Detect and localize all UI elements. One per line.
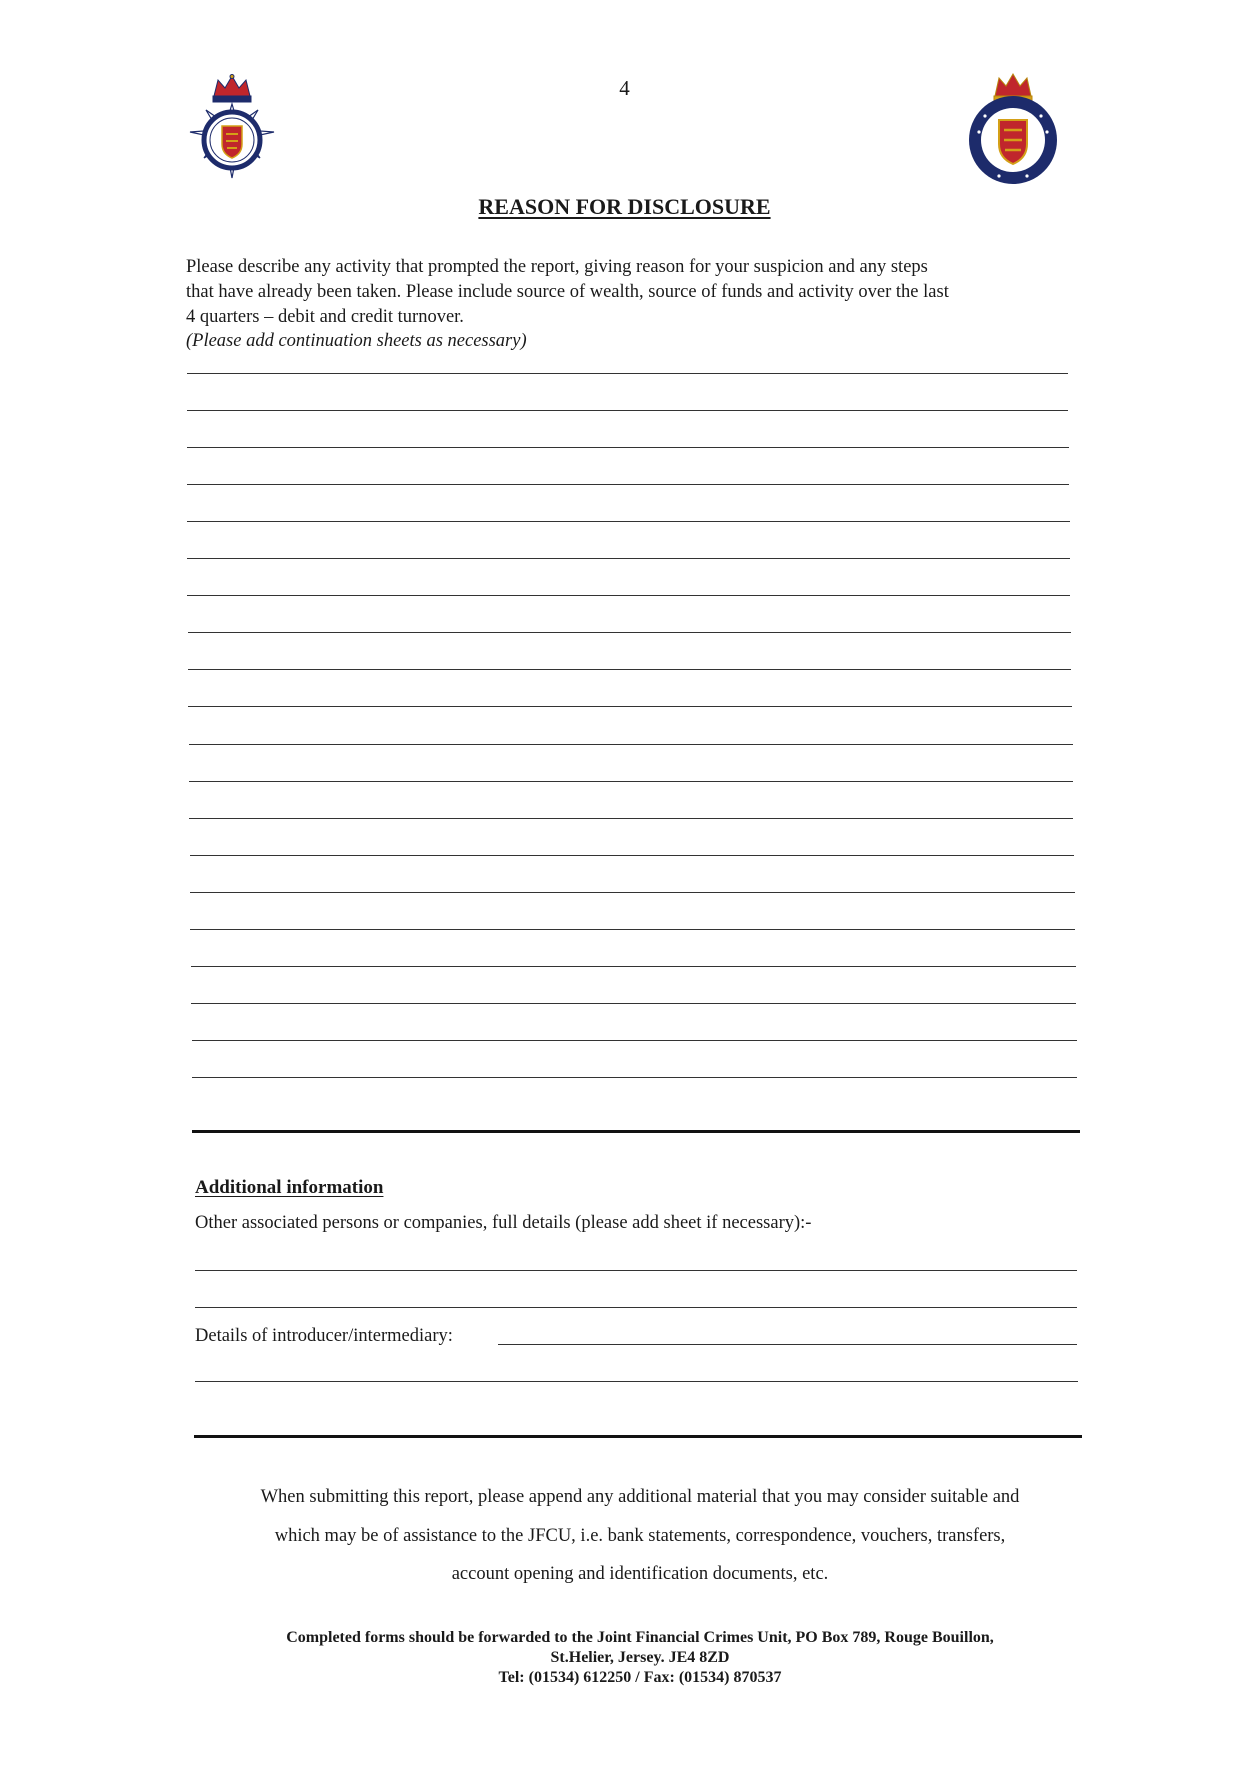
writing-line[interactable] — [188, 669, 1071, 670]
customs-seal-logo — [959, 72, 1067, 188]
footer-line: St.Helier, Jersey. JE4 8ZD — [550, 1649, 730, 1666]
other-persons-line[interactable] — [195, 1270, 1077, 1271]
writing-line[interactable] — [188, 632, 1071, 633]
continuation-note: (Please add continuation sheets as necessary) — [186, 331, 527, 351]
closing-line: When submitting this report, please append any additional material that you may consider suitable and — [260, 1487, 1020, 1507]
section-divider — [192, 1130, 1080, 1133]
writing-line[interactable] — [191, 1003, 1076, 1004]
other-persons-line[interactable] — [195, 1307, 1077, 1308]
police-badge-logo — [178, 74, 286, 194]
footer-line: Completed forms should be forwarded to the Joint Financial Crimes Unit, PO Box 789, Rouge Bouillon, — [286, 1629, 994, 1646]
introducer-label: Details of introducer/intermediary: — [195, 1326, 453, 1346]
writing-line[interactable] — [190, 892, 1075, 893]
writing-line[interactable] — [191, 966, 1076, 967]
writing-line[interactable] — [187, 447, 1069, 448]
page-title: REASON FOR DISCLOSURE — [478, 194, 771, 219]
additional-info-heading: Additional information — [195, 1177, 384, 1198]
writing-line[interactable] — [187, 410, 1068, 411]
intro-paragraph — [186, 255, 1066, 330]
closing-line: account opening and identification documents, etc. — [451, 1564, 829, 1584]
other-persons-label: Other associated persons or companies, full details (please add sheet if necessary):- — [195, 1213, 812, 1233]
writing-line[interactable] — [188, 706, 1072, 707]
footer-line: Tel: (01534) 612250 / Fax: (01534) 870537 — [498, 1669, 782, 1686]
writing-line[interactable] — [189, 744, 1073, 745]
closing-paragraph — [180, 1478, 1100, 1594]
police-star-badge-icon — [178, 74, 286, 194]
writing-line[interactable] — [187, 558, 1070, 559]
intro-line: 4 quarters – debit and credit turnover. — [186, 307, 464, 327]
page-number: 4 — [619, 76, 630, 100]
writing-line[interactable] — [192, 1040, 1077, 1041]
writing-line[interactable] — [187, 595, 1070, 596]
writing-line[interactable] — [187, 373, 1068, 374]
footer-address — [180, 1628, 1100, 1688]
intro-line: Please describe any activity that prompted the report, giving reason for your suspicion and any steps — [186, 257, 928, 277]
writing-line[interactable] — [189, 781, 1073, 782]
intro-line: that have already been taken. Please include source of wealth, source of funds and activity over the last — [186, 282, 949, 302]
section-divider — [194, 1435, 1082, 1438]
introducer-line[interactable] — [498, 1344, 1077, 1345]
introducer-line[interactable] — [195, 1381, 1078, 1382]
writing-line[interactable] — [189, 818, 1073, 819]
writing-line[interactable] — [190, 855, 1074, 856]
writing-line[interactable] — [187, 484, 1069, 485]
closing-line: which may be of assistance to the JFCU, i.e. bank statements, correspondence, vouchers, transfers, — [274, 1525, 1006, 1546]
writing-line[interactable] — [187, 521, 1070, 522]
customs-immigration-seal-icon — [959, 72, 1067, 188]
writing-line[interactable] — [190, 929, 1075, 930]
writing-line[interactable] — [192, 1077, 1077, 1078]
